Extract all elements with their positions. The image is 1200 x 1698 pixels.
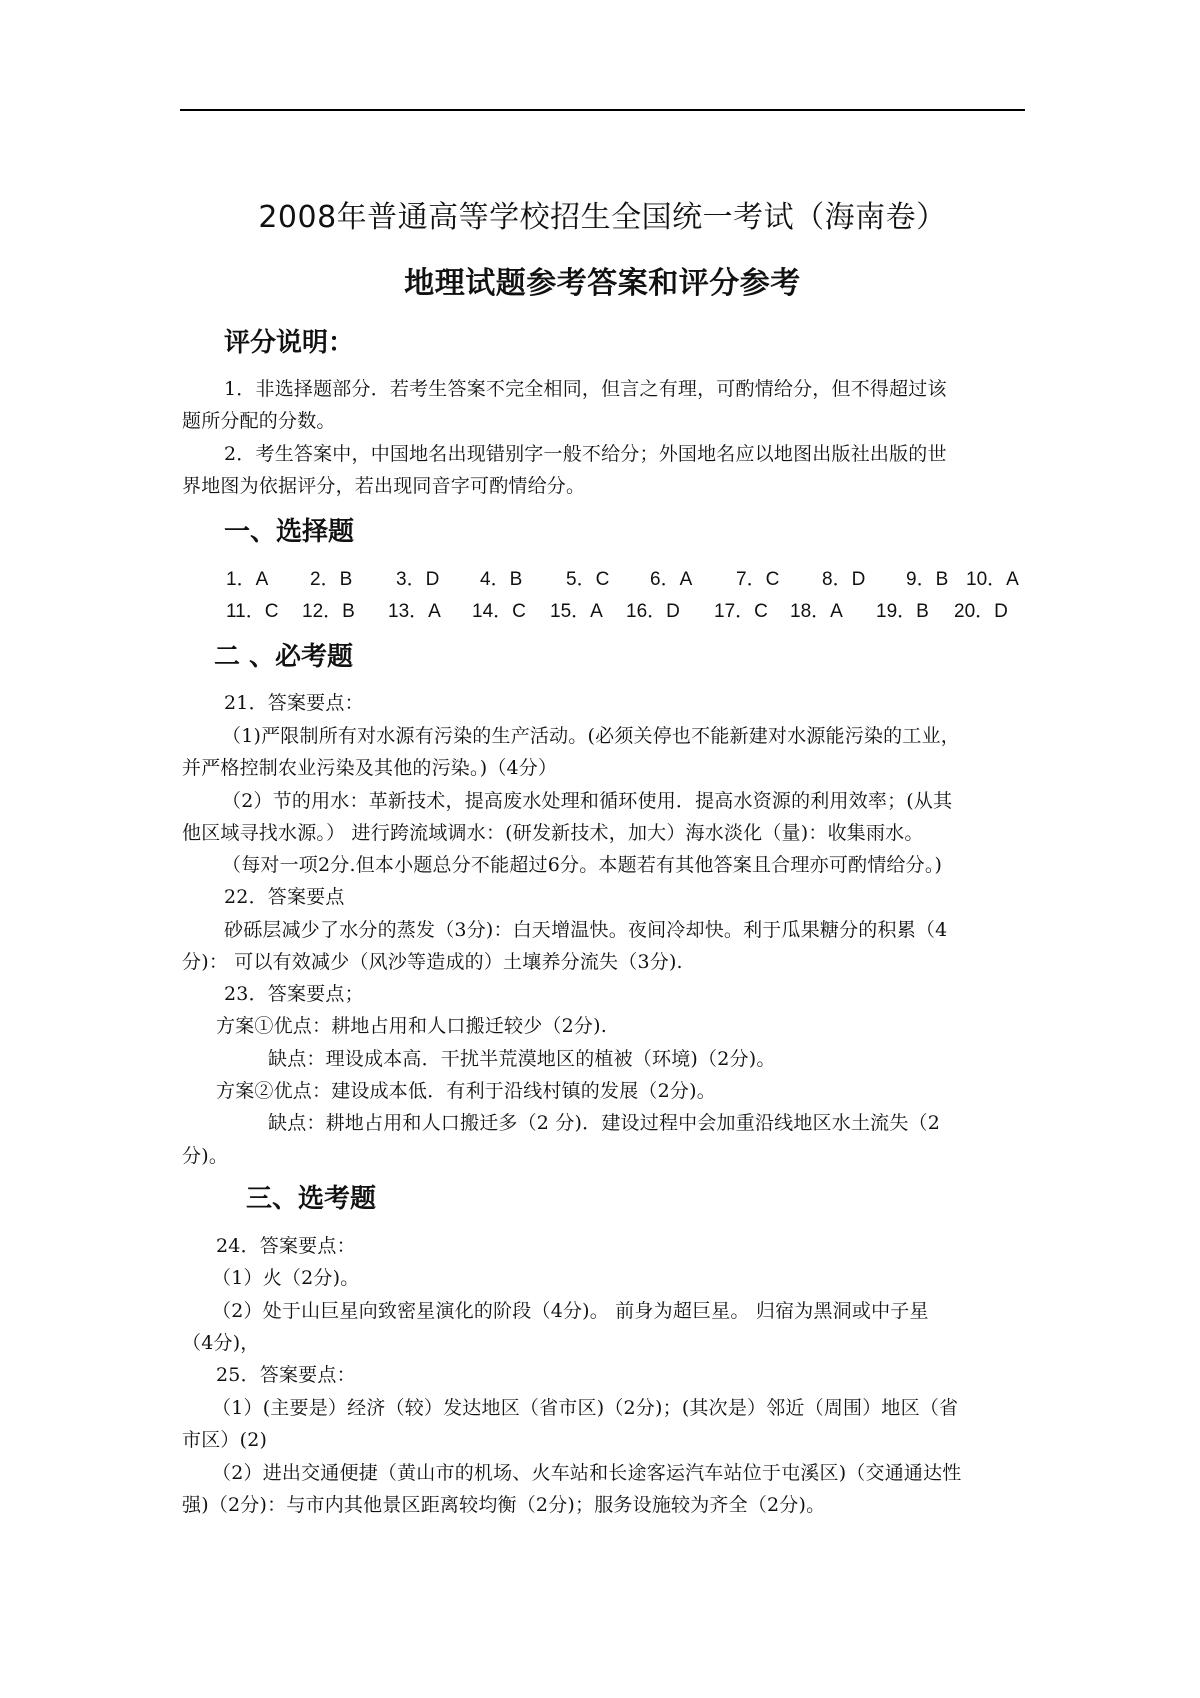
section3-line: （1）(主要是）经济（较）发达地区（省市区)（2分)；(其次是）邻近（周围）地区（省 <box>212 1397 959 1419</box>
answer-item: 19．B <box>876 601 929 622</box>
scoring-line: 题所分配的分数。 <box>182 410 336 432</box>
answer-item: 9．B <box>906 569 949 590</box>
answer-item: 11．C <box>226 601 279 622</box>
section3-line: 市区）(2) <box>182 1429 268 1451</box>
section2-line: 方案①优点：耕地占用和人口搬迁较少（2分). <box>216 1015 607 1037</box>
answer-item: 8．D <box>822 569 866 590</box>
answer-item: 18．A <box>790 601 843 622</box>
answer-item: 14．C <box>472 601 526 622</box>
answer-item: 2．B <box>310 569 353 590</box>
section2-line: 23．答案要点； <box>224 983 364 1005</box>
section3-line: 强)（2分)：与市内其他景区距离较均衡（2分)；服务设施较为齐全（2分)。 <box>182 1494 826 1516</box>
section3-line: 25．答案要点： <box>216 1364 356 1386</box>
answer-item: 5．C <box>566 569 610 590</box>
header-rule <box>180 109 1025 111</box>
section2-line: 分)。 <box>182 1145 229 1167</box>
section3-line: 24．答案要点： <box>216 1235 356 1257</box>
section3-line: （4分)， <box>182 1332 260 1354</box>
answer-item: 16．D <box>626 601 680 622</box>
section2-line: 22．答案要点 <box>224 886 345 908</box>
answer-item: 10．A <box>966 569 1019 590</box>
section2-line: 分)： 可以有效减少（风沙等造成的）土壤养分流失（3分). <box>182 951 683 973</box>
section3-line: （2）处于山巨星向致密星演化的阶段（4分)。 前身为超巨星。 归宿为黑洞或中子星 <box>212 1300 929 1322</box>
section3-line: （2）进出交通便捷（黄山市的机场、火车站和长途客运汽车站位于屯溪区)（交通通达性 <box>212 1462 962 1484</box>
section2-line: 缺点：理设成本高．干扰半荒漠地区的植被（环境)（2分)。 <box>268 1048 776 1070</box>
section2-line: （2）节的用水：革新技术，提高废水处理和循环使用．提高水资源的利用效率；(从其 <box>222 790 953 812</box>
section2-line: （1)严限制所有对水源有污染的生产活动。(必须关停也不能新建对水源能污染的工业， <box>222 725 960 747</box>
section2-line: 方案②优点：建设成本低．有利于沿线村镇的发展（2分)。 <box>216 1080 716 1102</box>
section2-heading: 二 、必考题 <box>214 642 354 672</box>
scoring-heading: 评分说明： <box>224 328 355 358</box>
answer-item: 20．D <box>954 601 1008 622</box>
section2-line: 砂砾层减少了水分的蒸发（3分)：白天增温快。夜间冷却快。利于瓜果糖分的积累（4 <box>224 919 948 941</box>
answer-item: 12．B <box>302 601 355 622</box>
answer-item: 7．C <box>736 569 780 590</box>
section2-line: 他区域寻找水源。） 进行跨流域调水：(研发新技术，加大）海水淡化（量)：收集雨水。 <box>182 822 924 844</box>
section1-heading: 一、选择题 <box>224 517 355 547</box>
section2-line: （每对一项2分.但本小题总分不能超过6分。本题若有其他答案且合理亦可酌情给分。) <box>222 854 943 876</box>
answer-item: 13．A <box>388 601 441 622</box>
document-subtitle: 地理试题参考答案和评分参考 <box>404 266 801 301</box>
scoring-line: 1．非选择题部分．若考生答案不完全相同，但言之有理，可酌情给分，但不得超过该 <box>224 378 947 400</box>
section2-line: 21．答案要点： <box>224 692 364 714</box>
scoring-line: 界地图为依据评分，若出现同音字可酌情给分。 <box>182 475 586 497</box>
section3-line: （1）火（2分)。 <box>212 1267 360 1289</box>
section2-line: 并严格控制农业污染及其他的污染。)（4分） <box>182 757 558 779</box>
section2-line: 缺点：耕地占用和人口搬迁多（2 分)．建设过程中会加重沿线地区水土流失（2 <box>268 1112 941 1134</box>
scoring-line: 2．考生答案中，中国地名出现错别字一般不给分；外国地名应以地图出版社出版的世 <box>224 443 947 465</box>
answer-item: 1．A <box>226 569 269 590</box>
section3-heading: 三、选考题 <box>246 1184 377 1214</box>
answer-item: 15．A <box>550 601 603 622</box>
document-title: 2008年普通高等学校招生全国统一考试（海南卷） <box>258 200 947 235</box>
answer-item: 6．A <box>650 569 693 590</box>
answer-item: 3．D <box>396 569 440 590</box>
answer-item: 17．C <box>714 601 768 622</box>
answer-item: 4．B <box>480 569 523 590</box>
